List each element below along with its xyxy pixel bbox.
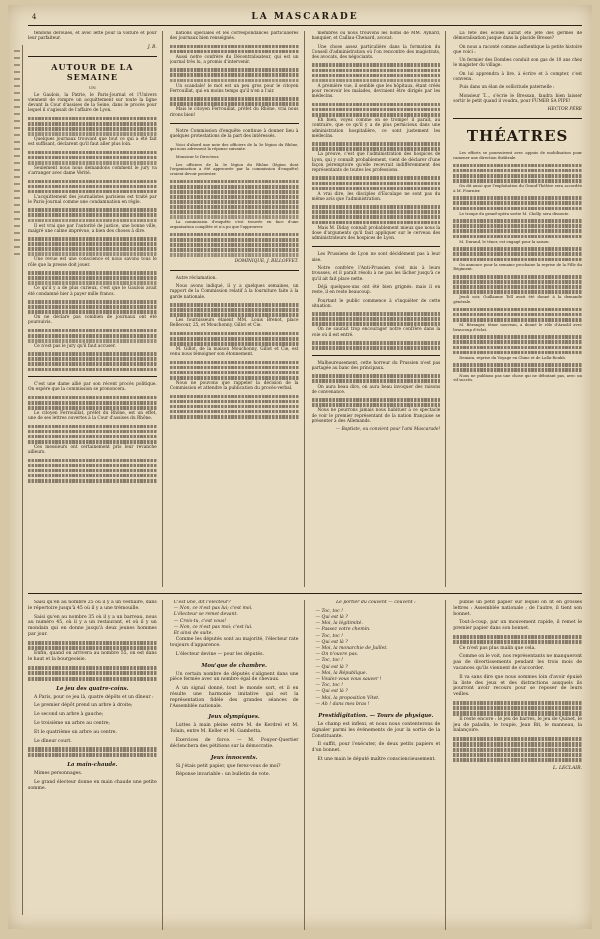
theatre-paragraph: Nous ne publions pas une chose qui ne débutant pas, avec un vif succès. [453,372,582,383]
paragraph: Réponse invariable : un bulletin de vote. [175,772,271,778]
theatre-paragraph: M. Durand, le ténor, est engagé pour la saison. [459,238,550,244]
paragraph: Enfin, quand on arrivera au nombre 55, on est dans le haut et la bourgeoisie. [28,651,157,663]
paragraph: Nous avons indiqué, il y a quelques semaines, un rapport de la Commission relatif à la fourniture faite à la garde nationale. [169,284,299,300]
paragraph: Pourtant le public commence à s'inquiéter de cette situation. [311,298,441,309]
paragraph: Il suffit, pour l'exécuter, de deux petits papiers et d'un bonnet. [311,742,441,754]
paragraph: Le grand électeur donne en main chaude une petite somme. [28,779,157,791]
paragraph: Il reste encore : le jeu de barres, le jeu de Quinet, le jeu de paladin, le toupie, Jean Bit, le manneau, la balançoire. [453,716,582,734]
paragraph: Le dîneur court. [34,738,72,744]
dialogue-list [316,609,441,708]
dialogue-line: — Passez votre chemin. [315,627,371,633]
theatre-paragraph: Les efforts se poursuivent avec appuis de mobilisation pour ramener une direction théâtrale. [453,150,582,160]
paragraph: Ce n'est pas le jury qu'il faut accuser. [34,343,116,349]
paragraph: On lui apprendra à lire, à écrire et à compter, c'est convenu. [453,71,582,83]
notice-paragraph: Monsieur le Directeur, [175,153,220,159]
paragraph: M. Gillot, de la maison Mouchonny, Gillot et Cie, est venu nous témoigner son étonnement. [169,347,299,358]
dialogue-line: C'est une, dit l'électeur? [173,600,231,605]
paragraph: Mais M. Diday connaît probablement mieux que nous la dose d'arguments qu'il faut appliquer sur le cerveau des administrateurs des hospices de Lyon. [311,225,441,242]
subheading: Mou'que de chambre. [201,662,267,669]
dialogue-line: — Qui est là ? [315,615,348,620]
paragraph: Comme on le voit, nos représentants ne manqueront pas de divertissements pendant les trois mois de vacances qu'ils viennent de s'accorder. [453,654,582,671]
paragraph: Notre confrère l'Anti-Prussien s'est mis à leurs trousses, et il paraît résolu à ne pas les lâcher jusqu'à ce qu'il ait fait place nette. [311,266,441,282]
paragraph: nations spéciales et les correspondances particulières des journaux bien renseignés. [169,31,299,42]
paragraph: Si j'étais petit papier, que ferez-vous de moi? [175,763,281,769]
notice-signature: DOMINIQUE, J. BILLOFFET. [234,258,299,264]
column-2 [170,31,305,587]
paragraph: C'est une dame allié par son récent procès politique. On espère que la commission se prononcera. [28,382,157,393]
paragraph: Et une main le député maître consciencieusement. [317,757,436,763]
dialogue-line: — On n'ouvre pas. [315,652,359,658]
divider [312,355,441,356]
paragraph: Et le quatrième un arbre au centre. [34,729,117,735]
lower-column-3 [312,600,447,930]
paragraph: Un fermier des Dombes conduit son gas de 10 ans chez le magister du village. [453,58,582,69]
paragraph: membres où nous trouvons les noms de MM. Aynard, banquier, et Caillau-Chenard, avocat. [311,31,441,42]
paragraph: A vrai dire, les disciples d'Esculape ne sont pas du même avis que l'administration. [311,191,441,202]
paragraph: On ne déclare pas combien de journaux ont été poursuivis. [28,315,157,326]
intro-text: tendons déroulés, et avec lette pour la voiture et pour leur parfaiteur. [28,31,157,42]
paragraph: L'électeur devine — pour les députés. [175,651,264,657]
dialogue-line: — Moi, la proposition Vitet. [315,695,380,701]
paragraph: La fête des écoles aurait été jeté des germes de démoralisation jusque dans la placide Bresse? [453,31,582,42]
theatre-paragraph: On annonce pour la semaine prochaine la reprise de la Fille du Régiment. [453,261,582,272]
column-3 [312,31,447,587]
article-signature: L. LECLAIR. [553,766,582,772]
paragraph: Monsieur T..., s'écrie le Bressan, faudra bien laisser sortir le petit quand il voudra, pour FUMER SA PIPE! [453,93,582,104]
paragraph: Seulement nous nous demandons comment le jury va s'arranger avec dame Vérité. [28,165,157,177]
theatres-heading: THÉATRES [466,127,569,146]
masthead-title: LA MASCARADE [251,12,359,22]
dialogue-line: — Toc, toc ! [315,658,344,664]
subheading: La main-chaude. [67,761,118,768]
paragraph: Déjà quelques-uns ont été bien grignés: mais il en reste, il en reste beaucoup. [311,284,441,296]
dialogue-line: Et ainsi de suite. [173,631,213,637]
paragraph: Ce n'est pas plus malin que cela. [459,645,536,651]
subheading: Jeux olympiques. [208,714,260,721]
dialogue-line: — Moi, la légitimité. [315,621,363,627]
paragraph: Mimes personnages. [34,770,83,776]
newspaper-page [8,5,592,929]
verse-title: Le portier du couvent — couvent : [336,600,416,605]
dialogue-line: — Crois-tu, c'est vous! [173,618,227,624]
notice-paragraph: La commission d'enquête s'est trouvée en face d'une organisation complète et n'a pu que l'approuver. [169,219,299,230]
theatre-paragraph: M. Béranger, ténor nouveau, a donné le rôle d'Arnold avec beaucoup d'éclat. [453,321,582,332]
paragraph: Saisi qu'en au nombre 25 où il y a un vestiaire, dans le répertoire jusqu'à 45 où il y a une trémouille. [28,600,157,611]
divider [28,56,157,57]
column-1 [28,31,163,587]
paragraph: A Paris, pour ce jeu là, quatre dépôts et un dîneur : [34,694,154,700]
theatre-paragraph: Jeudi soir, Guillaume Tell avait été donné à la demande générale. [453,294,582,304]
paragraph: Le second un arbre à gauche; [34,712,104,718]
paragraph: Le citoyen Ferrouillat, préfet du Rhône, est un effet, une de ses lettres ouvertes à la Cour d'assises du Rhône. [28,411,157,422]
paragraph: Mais le citoyen Ferrouillat, préfet du Rhône, vrai nous rirons bien! [169,107,299,118]
divider [312,246,441,247]
column-signature: — Baptiste, ou convient pour l'ami Mascarade! [335,427,441,433]
divider [28,376,157,377]
paragraph: L'acquittement des journalistes parisiens est traité par le Paris-Journal comme une condamnation en règle. [28,194,157,206]
paragraph: Il est vrai que par l'autorité de justice, une bonne ville, malgré une calme imprévue, a bien des choses à dire. [28,223,157,234]
paragraph: Ce qu'il y a de plus curieux, c'est que le Gaulois avait été condamné hier à payer mille francs. [28,286,157,297]
section-heading: AUTOUR DE LA SEMAINE [51,61,134,82]
subheading: Le jeu des quatre-coins. [56,685,129,692]
paragraph: Malheureusement, cette horreur du Prussien n'est pas partagée au banc des principaux. [311,360,441,372]
dialogue-line: — Voulez-vous vous sauver ! [315,677,382,683]
paragraph: Comme les députés sont au majorité, l'électeur rate toujours d'apparence. [169,637,299,649]
subheading: Prestidigitation. — Tours de physique. [318,713,434,720]
paragraph: Les Prussiens de Lyon ne sont décidément pas à leur aise. [311,252,441,263]
theatre-paragraph: Demain, reprise du Voyage en Chine et de Lalla-Roukh. [459,354,566,360]
paragraph: On nous a raconté comme authentique la petite histoire que voici : [453,44,582,55]
dialogue-line: — Qui est là ? [315,639,348,645]
notice-paragraph: Les officiers de la 3e légion du Rhône (légion dont l'organisation a été approuvée par la commission d'enquête) croient devoir protester. [169,161,299,177]
lower-column-4 [453,600,582,930]
column-4 [453,31,582,587]
divider [170,270,299,271]
dialogue-line: — Toc, toc ! [315,633,344,639]
column-signature: HECTOR PÈRE [547,107,582,113]
masthead [28,9,582,26]
paragraph: Il va sans dire que nous sommes loin d'avoir épuisé la liste des jeux et des distractions auxquels ils pourront avoir recours pour se reposer de leurs veilles. [453,674,582,698]
dialogue-line: — Non, ce n'est pas lui; c'est moi. [173,606,253,612]
dialogue-line: — Qui est là ? [315,689,348,695]
paragraph: Autre réclamation. [175,275,217,281]
paragraph: A un signal donné, tout le monde sort, et il en résulte une harmonie imitative qui est la représentation fidèle des grandes séances de l'Assemblée nationale. [169,686,299,709]
dialogue-line: — Qui est là ? [315,664,348,670]
theatre-paragraph: On dit aussi que l'exploitation du Grand-Théâtre sera accordée à M. Fournier. [453,182,582,193]
paragraph: publie un petit papier sur lequel on lit en grosses lettres : Assemblée nationale ; de l'autre, il tient son bonnet. [453,600,582,617]
paragraph: Le Gaulois, la Patrie, le Paris-Journal et l'Univers viennent de rompre un acquittement sur toute la ligne devant la Cour d'assises de la Seine, dans le procès pour lequel il s'agissait de l'affaire de Lyon. [28,92,157,114]
paragraph: Une revue est une conscience et nous savons tous le rôle que la presse doit jouer. [28,257,157,268]
paragraph: Quelques journaux trouvant que tout ce qui a été fait est suffisant, déclarent qu'il faut aller plus loin. [28,137,157,148]
paragraph: Nous ne pourrons jamais nous habituer à ce spectacle de voir le premier représentant de la nation française se présenter à des Allemands. [311,408,441,424]
notice-heading: Notre Commission d'enquête continue à donner lieu à quelques protestations de la part des intéressés. [169,128,299,140]
dialogue-line: — Moi, la République. [315,670,368,676]
dialogue-line: — Toc, toc ! [315,608,344,614]
upper-columns [28,31,582,587]
dialogue-line: — Non, ce n'est pas moi; c'est lui. [173,624,253,630]
dialogue-line: — Toc, toc ! [315,683,344,689]
paragraph: Les fournisseurs étaient MM. Louis Brenot, place Bellecour, 25, et Mouchonny, Gillot et Cie. [169,318,299,329]
paragraph: Une chose assez particulière dans la formation du Conseil d'administration où l'on rencontre des magistrats, des avocats, des négociants. [311,44,441,61]
paragraph: Puis dans un élan de sollicitude paternelle : [459,85,555,91]
paragraph: On ne saurait trop encourager notre confrère dans la voie où il est entré. [311,327,441,338]
paragraph: Un certain nombre de députés s'alignent dans une pièce fermée avec un nombre égal de chevaux. [169,671,299,683]
paragraph: Exercices de force. — M. Pouyer-Quertier déclenchera des pétitions sur la démocratie. [169,737,299,749]
lower-columns [28,593,582,930]
dialogue-line: L'électeur se remet devant. [173,612,238,618]
intro-signature: J. B. [147,44,157,50]
subheading: Jeux innocents. [210,754,258,761]
paragraph: A première vue, il semble que les hôpitaux, étant créés pour recevoir les malades, devraient être dirigés par les médecins. [311,83,441,100]
section-subheading: UN [88,84,96,90]
paragraph: La preuve, c'est que l'administration des hospices de Lyon, qui y connaît probablement, vient de déclarer d'une façon péremptoire qu'elle recevrait indifféremment des représentants de toutes les professions. [311,152,441,174]
dialogue-list [174,600,299,637]
paragraph: Nous ne pouvons que rappeler la décision de la Commission et attendre la publication du procès-verbal. [169,380,299,392]
divider [453,118,582,119]
paragraph: Un scandale! le mot est un peu gros pour le citoyen Ferrouillat, qui en moins temps qu'il n'en a l'air. [169,83,299,94]
paragraph: Le troisième un arbre au centre; [34,721,110,727]
paragraph: Le premier dépôt prend un arbre à droite; [34,703,133,709]
dialogue-line: — Ah ! dans mes bras ! [315,701,370,707]
paragraph: Tout-à-coup, par un mouvement rapide, il remet le premier papier dans son bonnet. [453,620,582,632]
dialogue-line: — Moi, la monarchie de Juillet. [315,646,388,652]
paragraph: Saisi qu'en au nombre 35 où il y a un barreau, nous au numéro 45, où il y a un restaurant, et où il y un mondain qui en donne jusqu'à deux jeunes hommes par jour. [28,614,157,637]
lower-column-1 [28,600,163,930]
paragraph: On aura beau dire, on aura beau invoquer des raisons de convenance. [311,384,441,395]
lower-column-2 [170,600,305,930]
paragraph: Ces messieurs ont certainement pris leur revanche ailleurs. [28,444,157,456]
left-margin-column [12,45,23,915]
theatre-paragraph: Le troupe du grand-opéra sortie M. Cholly, sera dissoute. [459,210,570,216]
paragraph: Luttes à main pleine entre M. de Kerdrel et M. Tolain, entre M. Keller et M. Gambetta. [169,723,299,735]
page-number: 4 [32,13,37,21]
divider [170,123,299,124]
paragraph: Aussi notre confrère du Décentralisateur, qui est un journal très lu, a promis d'intervenir. [169,54,299,66]
paragraph: Le champ est inflexi, et nous nous contenterons de signaler parmi les événements de jour la sortie de la Constituante. [311,722,441,739]
notice-paragraph: Voici d'abord une note des officiers de la 3e légion du Rhône, qui nous adressent la réponse suivante. [169,141,299,152]
paragraph: Eh bien, voyez comme on se trompe! il paraît, au contraire, que ce qu'il y a de plus pernicieux dans une administration hospitalière, ce sont justement les médecins. [311,117,441,139]
